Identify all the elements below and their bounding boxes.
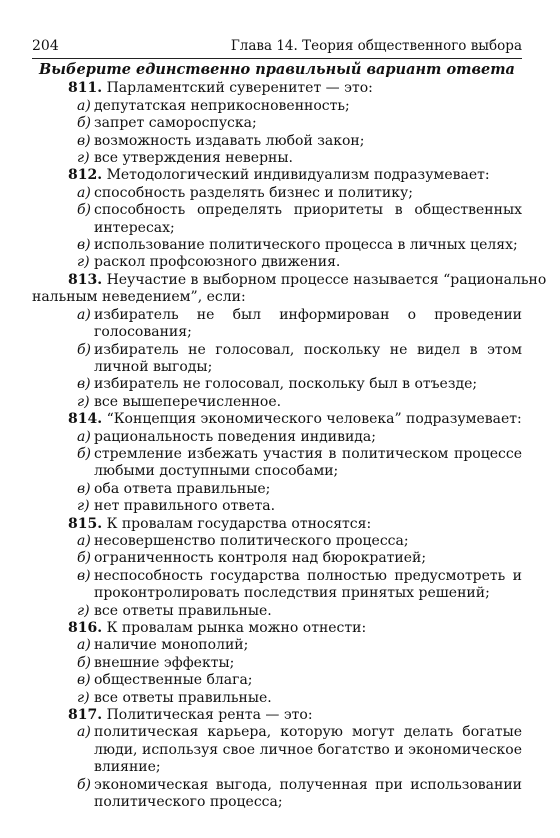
answer-option — [32, 568, 522, 603]
answer-option — [32, 672, 522, 689]
option-text: способность определять приоритеты в общественных интересах; — [94, 202, 522, 236]
question-stem — [32, 707, 522, 724]
question-text: К провалам рынка можно отнести: — [106, 620, 367, 636]
option-letter: б) — [77, 115, 92, 132]
option-letter: г) — [77, 150, 90, 167]
section-title: Выберите единственно правильный вариант ответа — [39, 61, 515, 78]
option-letter: а) — [77, 724, 91, 741]
option-text: все вышеперечисленное. — [94, 393, 282, 410]
answer-option — [32, 115, 522, 132]
option-text: неспособность государства полностью предусмотреть и проконтролировать последствия принятых решений; — [94, 567, 522, 602]
header-divider — [32, 58, 522, 59]
answer-option — [32, 185, 522, 202]
option-text: нет правильного ответа. — [94, 498, 276, 515]
page-number: 204 — [32, 38, 59, 54]
option-text: избиратель не был информирован о проведении голосования; — [94, 306, 522, 341]
option-text: все ответы правильные. — [94, 602, 272, 619]
question-text: Методологический индивидуализм подразумевает: — [106, 167, 490, 184]
question-814 — [32, 411, 522, 515]
question-number: 816. — [68, 620, 103, 636]
option-letter: а) — [77, 428, 91, 445]
option-letter: г) — [77, 254, 90, 271]
option-letter: б) — [77, 341, 92, 358]
option-text: стремление избежать участия в политическом процессе любыми доступными способами; — [94, 445, 522, 480]
option-letter: а) — [77, 97, 91, 114]
answer-option — [32, 394, 522, 411]
answer-option — [32, 655, 522, 672]
option-text: ограниченность контроля над бюрократией; — [94, 550, 427, 567]
answer-option — [32, 550, 522, 567]
option-text: избиратель не голосовал, поскольку был в отъезде; — [94, 376, 478, 393]
question-816 — [32, 620, 522, 707]
option-letter: г) — [77, 498, 90, 515]
question-stem-continuation — [32, 289, 522, 306]
option-letter: б) — [77, 654, 92, 671]
option-text: экономическая выгода, полученная при использовании политического процесса; — [94, 776, 522, 811]
option-text: наличие монополий; — [94, 637, 249, 654]
question-812 — [32, 167, 522, 271]
question-815 — [32, 516, 522, 620]
answer-option — [32, 150, 522, 167]
option-letter: а) — [77, 532, 91, 549]
option-text: общественные блага; — [94, 672, 253, 689]
question-stem — [32, 620, 522, 637]
option-letter: в) — [77, 672, 91, 689]
answer-option — [32, 307, 522, 342]
option-text: оба ответа правильные; — [94, 480, 271, 497]
option-letter: а) — [77, 306, 91, 323]
question-number: 817. — [68, 707, 103, 724]
question-text: К провалам государства относятся: — [106, 515, 372, 532]
option-letter: б) — [77, 550, 92, 567]
answer-option — [32, 481, 522, 498]
answer-option — [32, 690, 522, 707]
option-text: внешние эффекты; — [94, 654, 235, 671]
question-text-continuation: нальным неведением”, если: — [32, 289, 246, 306]
question-number: 813. — [68, 271, 103, 288]
question-813 — [32, 271, 547, 411]
option-letter: г) — [77, 689, 90, 706]
question-number: 815. — [68, 515, 103, 532]
option-letter: г) — [77, 602, 90, 619]
option-text: использование политического процесса в личных целях; — [94, 237, 518, 254]
page-content — [32, 61, 547, 811]
answer-option — [32, 603, 522, 620]
option-text: все ответы правильные. — [94, 689, 272, 706]
question-stem — [32, 271, 547, 289]
answer-option — [32, 98, 522, 115]
answer-option — [32, 202, 522, 237]
answer-option — [32, 637, 522, 654]
answer-option — [32, 254, 522, 271]
option-letter: в) — [77, 237, 91, 254]
answer-option — [32, 533, 522, 550]
option-text: депутатская неприкосновенность; — [94, 97, 350, 114]
answer-option — [32, 133, 522, 150]
answer-option — [32, 724, 522, 776]
option-text: все утверждения неверны. — [94, 150, 293, 167]
question-stem — [32, 167, 522, 184]
question-text: Политическая рента — это: — [106, 707, 313, 724]
option-letter: б) — [77, 776, 92, 793]
question-text: Неучастие в выборном процессе называется “рационально — [106, 271, 547, 288]
option-text: политическая карьера, которую могут делать богатые люди, используя свое личное богатство и экономическое влияние; — [94, 724, 522, 776]
question-number: 814. — [68, 411, 103, 428]
question-text: Парламентский суверенитет — это: — [106, 80, 373, 97]
answer-option — [32, 429, 522, 446]
question-stem — [32, 516, 522, 533]
option-letter: г) — [77, 393, 90, 410]
question-number: 812. — [68, 167, 103, 184]
option-text: раскол профсоюзного движения. — [94, 254, 341, 271]
option-letter: в) — [77, 567, 91, 584]
answer-option — [32, 237, 522, 254]
answer-option — [32, 342, 522, 377]
option-text: запрет самороспуска; — [94, 115, 257, 132]
answer-option — [32, 376, 522, 393]
chapter-title: Глава 14. Теория общественного выбора — [230, 38, 522, 54]
option-text: возможность издавать любой закон; — [94, 132, 365, 149]
option-text: избиратель не голосовал, поскольку не видел в этом личной выгоды; — [94, 341, 522, 375]
option-letter: в) — [77, 480, 91, 497]
answer-option — [32, 446, 522, 481]
question-stem — [32, 411, 522, 428]
option-text: способность разделять бизнес и политику; — [94, 184, 413, 201]
option-letter: в) — [77, 376, 91, 393]
option-letter: а) — [77, 637, 91, 654]
option-letter: а) — [77, 184, 91, 201]
question-number: 811. — [68, 80, 103, 97]
option-letter: б) — [77, 202, 92, 219]
option-letter: в) — [77, 132, 91, 149]
option-text: рациональность поведения индивида; — [94, 428, 376, 445]
question-817 — [32, 707, 522, 811]
question-811 — [32, 80, 522, 167]
running-head — [32, 36, 522, 56]
option-text: несовершенство политического процесса; — [94, 532, 409, 549]
answer-option — [32, 777, 522, 812]
option-letter: б) — [77, 445, 92, 462]
answer-option — [32, 498, 522, 515]
question-stem — [32, 80, 522, 97]
question-text: “Концепция экономического человека” подразумевает: — [106, 411, 522, 428]
